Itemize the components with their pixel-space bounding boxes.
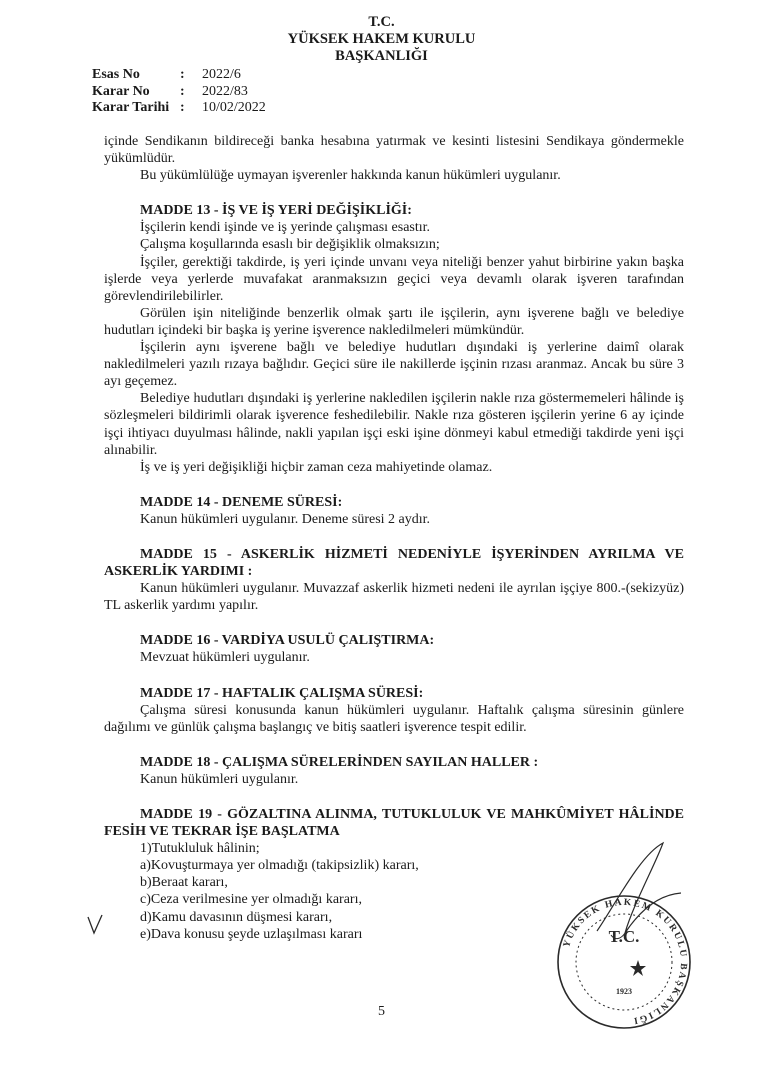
- header-line-office: BAŞKANLIĞI: [335, 48, 428, 64]
- case-meta: [92, 67, 266, 117]
- header-line-tc: T.C.: [368, 14, 395, 30]
- margin-tick-icon: [86, 913, 106, 935]
- intro-paragraph: Bu yükümlülüğe uymayan işverenler hakkında kanun hükümleri uygulanır.: [140, 168, 561, 184]
- article-18-paragraph: Kanun hükümleri uygulanır.: [140, 771, 299, 787]
- article-13-paragraph: Çalışma koşullarında esaslı bir değişiklik olmaksızın;: [140, 237, 440, 253]
- article-13-paragraph: Belediye hudutları dışındaki iş yerlerine nakledilen işçilerin nakle rıza göstermemeleri hâlinde iş sözleşmeleri bildirimli olarak işverence feshedilebilir. Nakle rıza gösteren işçilerin yerine 6 ay içinde işçi ihtiyacı duyulması hâlinde, nakli yapılan işçi eski işine dönmeyi kabul etmediği takdirde yeni işçi alınabilir.: [104, 391, 684, 458]
- seal-year-text: 1923: [616, 987, 632, 996]
- article-13-paragraph: İş ve iş yeri değişikliği hiçbir zaman ceza mahiyetinde olamaz.: [140, 459, 493, 475]
- article-15-paragraph: Kanun hükümleri uygulanır. Muvazzaf askerlik hizmeti nedeni ile ayrılan işçiye 800.-(sekizyüz) TL askerlik yardımı yapılır.: [104, 581, 684, 614]
- list-item: b)Beraat kararı,: [140, 875, 228, 891]
- article-14-paragraph: Kanun hükümleri uygulanır. Deneme süresi 2 aydır.: [140, 511, 431, 527]
- list-item: d)Kamu davasının düşmesi kararı,: [140, 909, 333, 925]
- article-13-paragraph: Görülen işin niteliğinde benzerlik olmak şartı ile işçilerin, aynı işverene bağlı ve belediye hudutları içindeki bir başka iş yerine işverence nakledilmeleri mümkündür.: [104, 305, 684, 338]
- article-17-title: MADDE 17 - HAFTALIK ÇALIŞMA SÜRESİ:: [140, 685, 424, 701]
- article-16-title: MADDE 16 - VARDİYA USULÜ ÇALIŞTIRMA:: [140, 633, 435, 649]
- meta-value: 2022/83: [202, 83, 248, 99]
- seal-ring-text: YÜKSEK HAKEM KURULU BAŞKANLIĞI: [561, 897, 689, 1026]
- list-item: 1)Tutukluluk hâlinin;: [140, 841, 260, 857]
- article-19-title: MADDE 19 - GÖZALTINA ALINMA, TUTUKLULUK VE MAHKÛMİYET HÂLİNDE FESİH VE TEKRAR İŞE BAŞLATMA: [104, 807, 684, 840]
- article-13-paragraph: İşçilerin kendi işinde ve iş yerinde çalışması esastır.: [140, 220, 431, 236]
- meta-row-karar-tarihi: Karar Tarihi : 10/02/2022: [92, 100, 266, 115]
- meta-row-esas: Esas No : 2022/6: [92, 67, 241, 82]
- list-item: c)Ceza verilmesine yer olmadığı kararı,: [140, 892, 362, 908]
- article-13-title: MADDE 13 - İŞ VE İŞ YERİ DEĞİŞİKLİĞİ:: [140, 203, 412, 219]
- meta-label: Karar Tarihi: [92, 100, 170, 115]
- meta-label: Esas No: [92, 67, 140, 82]
- page-number: 5: [378, 1004, 385, 1019]
- meta-label: Karar No: [92, 83, 150, 99]
- article-13-paragraph: İşçiler, gerektiği takdirde, iş yeri içinde unvanı veya niteliği benzer yahut birbirine yakın başka işlerde veya yerlerde muvafakat aranmaksızın geçici veya devamlı olarak işveren tarafından görevlendirilebilirler.: [104, 254, 684, 304]
- header-line-institution: YÜKSEK HAKEM KURULU: [287, 31, 476, 47]
- seal-center-text: T.C.: [608, 927, 640, 946]
- article-15-title: MADDE 15 - ASKERLİK HİZMETİ NEDENİYLE İŞYERİNDEN AYRILMA VE ASKERLİK YARDIMI :: [104, 546, 684, 580]
- intro-paragraph: içinde Sendikanın bildireceği banka hesabına yatırmak ve kesinti listesini Sendikaya göndermekle yükümlüdür.: [104, 134, 684, 167]
- meta-row-karar: Karar No : 2022/83: [92, 83, 248, 99]
- article-17-paragraph: Çalışma süresi konusunda kanun hükümleri uygulanır. Haftalık çalışma süresinin günlere dağılımı ve günlük çalışma başlangıç ve bitiş saatleri işverence tespit edilir.: [104, 702, 684, 735]
- article-16-paragraph: Mevzuat hükümleri uygulanır.: [140, 650, 310, 666]
- article-13-paragraph: İşçilerin aynı işverene bağlı ve belediye hudutları dışındaki iş yerlerine daimî olarak nakledilmeleri yazılı rızaya bağlıdır. Geçici süre ile nakillerde işçinin rızası aranmaz. Ancak bu süre 3 ayı geçemez.: [104, 340, 684, 390]
- document-header: [0, 14, 763, 65]
- document-body: [104, 133, 684, 943]
- article-14-title: MADDE 14 - DENEME SÜRESİ:: [140, 494, 343, 510]
- meta-value: 10/02/2022: [202, 100, 266, 115]
- list-item: e)Dava konusu şeyde uzlaşılması kararı: [140, 926, 363, 942]
- list-item: a)Kovuşturmaya yer olmadığı (takipsizlik) kararı,: [140, 858, 419, 874]
- meta-value: 2022/6: [202, 67, 241, 82]
- article-18-title: MADDE 18 - ÇALIŞMA SÜRELERİNDEN SAYILAN HALLER :: [140, 754, 539, 770]
